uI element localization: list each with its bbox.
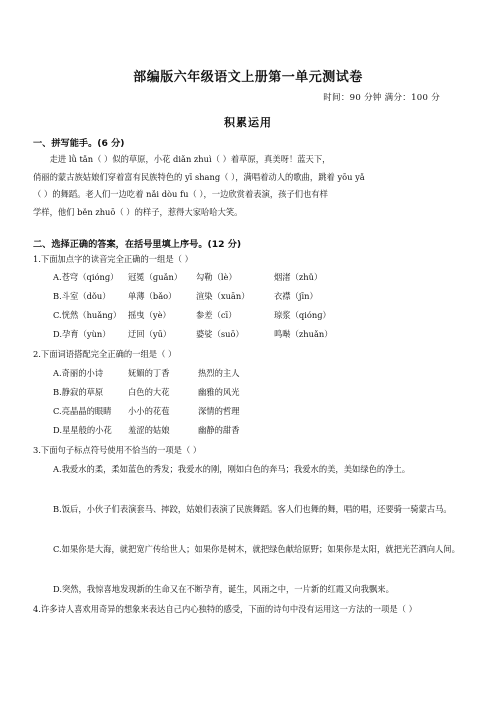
part1-line: （ ）的舞蹈。老人们一边吃着 nǎi dòu fu（ ），一边欣赏着表演，孩子们也有样 — [33, 189, 328, 199]
question-1-stem: 1.下面加点字的读音完全正确的一组是（ ） — [33, 254, 193, 264]
q2-option-a: A.奇丽的小诗 妩媚的丁香 热烈的主人 — [53, 368, 240, 378]
part1-line: 走进 lǜ tǎn（ ）似的草原，小花 diǎn zhuì（ ）着草原，真美呀！蓝天下， — [49, 154, 331, 164]
page-title: 部编版六年级语文上册第一单元测试卷 — [133, 70, 363, 85]
q1-option-b: B.斗室（dǒu） 单薄（bǎo） 渲染（xuān） 衣襟（jīn） — [53, 291, 318, 301]
q1-option-d: D.孕育（yùn） 迂回（yū） 婆娑（suō） 鸣啭（zhuǎn） — [53, 329, 333, 339]
part1-line: 学样，他们 běn zhuō（ ）的样子，惹得大家哈哈大笑。 — [33, 206, 243, 217]
q1-option-a: A.苍穹（qiónɡ） 冠冕（ɡuǎn） 勾勒（lè） 烟渚（zhǔ） — [53, 272, 323, 282]
q3-option-c: C.如果你是大海，就把宽广传给世人；如果你是树木，就把绿色献给原野；如果你是太阳，就把光芒洒向人间。 — [53, 544, 460, 554]
q3-option-d: D.突然，我惊喜地发现新的生命又在不断孕育，诞生，风雨之中，一片新的红霞又向我飘来。 — [53, 584, 394, 594]
part2-heading: 二、选择正确的答案，在括号里填上序号。(12 分) — [33, 239, 242, 250]
question-3-stem: 3.下面句子标点符号使用不恰当的一项是（ ） — [33, 445, 202, 455]
section-heading: 积累运用 — [224, 116, 272, 129]
part1-heading: 一、拼写能手。(6 分) — [33, 138, 125, 149]
q2-option-b: B.静寂的草原 白色的大花 幽雅的风光 — [53, 387, 240, 397]
q3-option-a: A.我爱水的柔，柔如蓝色的秀发；我爱水的刚，刚如白色的奔马；我爱水的美，美如绿色的净土。 — [53, 464, 411, 474]
part1-line: 俏丽的蒙古族姑娘们穿着富有民族特色的 yī shang（ ），满唱着动人的歌曲，跳着 yōu yǎ — [33, 171, 365, 182]
exam-meta: 时间：90 分钟 满分：100 分 — [323, 93, 440, 103]
q2-option-d: D.星星般的小花 羞涩的姑娘 幽静的甜香 — [53, 425, 240, 435]
q2-option-c: C.亮晶晶的眼睛 小小的花苞 深情的哲理 — [53, 406, 240, 416]
part1-paragraph — [33, 151, 453, 221]
q3-option-b: B.饭后，小伙子们表演套马、摔跤，姑娘们表演了民族舞蹈。客人们也舞的舞，唱的唱，还要骑一骑蒙古马。 — [53, 504, 452, 514]
q1-option-c: C.恍然（huǎnɡ） 摇曳（yè） 参差（cī） 琼浆（qiónɡ） — [53, 310, 331, 320]
question-2-stem: 2.下面词语搭配完全正确的一组是（ ） — [33, 349, 177, 359]
question-4-stem: 4.许多诗人喜欢用奇异的想象来表达自己内心独特的感受，下面的诗句中没有运用这一方法的一项是（ ） — [33, 604, 417, 614]
